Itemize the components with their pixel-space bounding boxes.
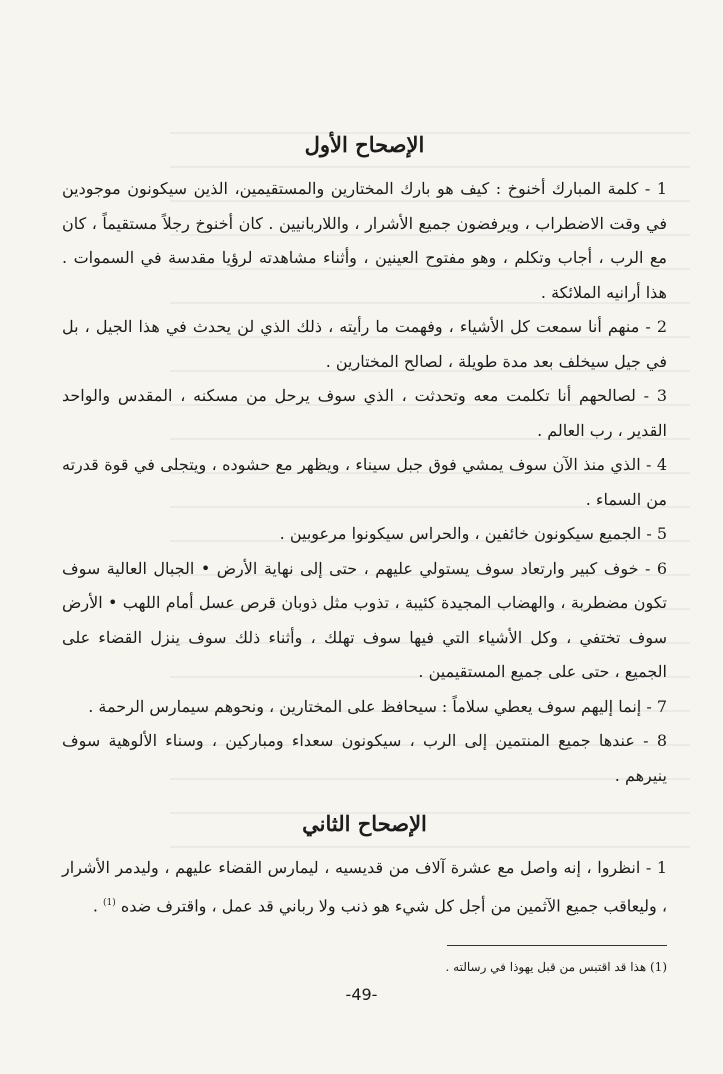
verse-1-3: 3 - لصالحهم أنا تكلمت معه وتحدثت ، الذي سوف يرحل من مسكنه ، المقدس والواحد القدير ، رب العالم . bbox=[62, 386, 667, 440]
verse-1-6: 6 - خوف كبير وارتعاد سوف يستولي عليهم ، حتى إلى نهاية الأرض • الجبال العالية سوف تكون مضطربة ، والهضاب المجيدة كئيبة ، تذوب مثل ذوبان قرص عسل أمام اللهب • الأرض سوف تختفي ، وكل الأشياء التي فيها سوف تهلك ، وأثناء ذلك سوف ينزل القضاء على الجميع ، حتى على جميع المستقيمين . bbox=[62, 558, 667, 681]
page-number: -49- bbox=[345, 985, 378, 1004]
footnote-marker[interactable]: (1) bbox=[103, 897, 116, 908]
footnote-divider bbox=[447, 945, 667, 946]
verse-1-4: 4 - الذي منذ الآن سوف يمشي فوق جبل سيناء ، ويظهر مع حشوده ، ويتجلى في قوة قدرته من السماء . bbox=[62, 455, 667, 509]
verse-2-1-text: 1 - انظروا ، إنه واصل مع عشرة آلاف من قديسيه ، ليمارس القضاء عليهم ، وليدمر الأشرار ، وليعاقب جميع الآثمين من أجل كل شيء هو ذنب ولا رباني قد عمل ، واقترف ضده bbox=[62, 858, 668, 915]
verse-1-1: 1 - كلمة المبارك أخنوخ : كيف هو بارك المختارين والمستقيمين، الذين سيكونون موجودين في وقت الاضطراب ، ويرفضون جميع الأشرار ، واللاربانيين . كان أخنوخ رجلاً مستقيماً ، كان مع الرب ، أجاب وتكلم ، وهو مفتوح العينين ، وأثناء مشاهدته لرؤيا مقدسة في السموات . هذا أرانيه الملائكة . bbox=[62, 179, 667, 302]
verse-1-2: 2 - منهم أنا سمعت كل الأشياء ، وفهمت ما رأيته ، ذلك الذي لن يحدث في هذا الجيل ، بل في جيل سيخلف بعد مدة طويلة ، لصالح المختارين . bbox=[62, 317, 667, 371]
verse-1-5: 5 - الجميع سيكونون خائفين ، والحراس سيكونوا مرعوبين . bbox=[279, 524, 667, 543]
chapter-2-title: الإصحاح الثاني bbox=[302, 811, 427, 836]
chapter-1-title: الإصحاح الأول bbox=[304, 132, 425, 157]
verse-2-1: 1 - انظروا ، إنه واصل مع عشرة آلاف من قديسيه ، ليمارس القضاء عليهم ، وليدمر الأشرار ، وليعاقب جميع الآثمين من أجل كل شيء هو ذنب ولا رباني قد عمل ، واقترف ضده $^{(1)}$ . bbox=[62, 858, 668, 915]
verse-1-7: 7 - إنما إليهم سوف يعطي سلاماً : سيحافظ على المختارين ، ونحوهم سيمارس الرحمة . bbox=[88, 696, 667, 716]
verse-1-8: 8 - عندها جميع المنتمين إلى الرب ، سيكونون سعداء ومباركين ، وسناء الألوهية سوف ينيرهم . bbox=[62, 731, 667, 785]
footnote: (1) هذا قد اقتبس من قبل يهوذا في رسالته . bbox=[445, 960, 667, 974]
